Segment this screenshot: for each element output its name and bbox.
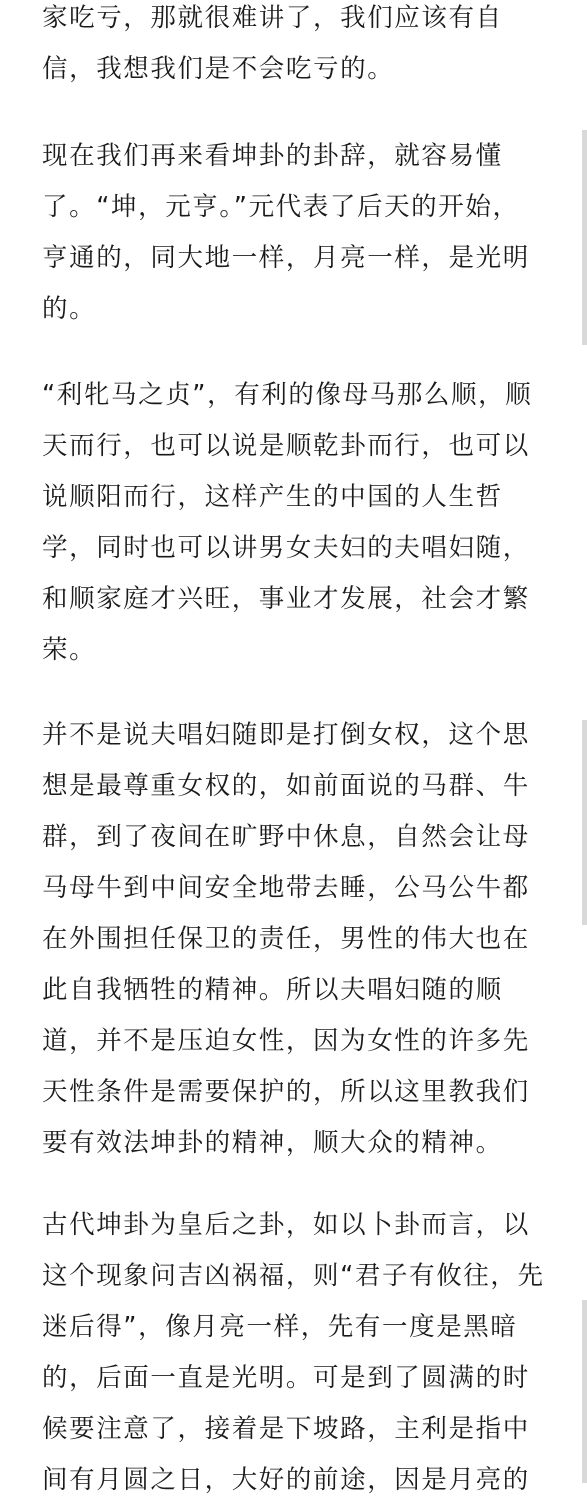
text-line: 了。“坤，元亨。”元代表了后天的开始，: [42, 192, 520, 222]
paragraph-5: [42, 1200, 545, 1506]
text-line: 荣。: [42, 635, 97, 665]
scroll-indicator: [582, 130, 587, 345]
scroll-indicator: [582, 1300, 587, 1483]
text-line: 信，我想我们是不会吃亏的。: [42, 54, 395, 84]
paragraph-1: [42, 0, 503, 95]
text-line: 并不是说夫唱妇随即是打倒女权，这个思: [42, 720, 530, 750]
text-line: 马母牛到中间安全地带去睡，公马公牛都: [42, 873, 530, 903]
text-line: 的，后面一直是光明。可是到了圆满的时: [42, 1363, 530, 1393]
text-line: 此自我牺牲的精神。所以夫唱妇随的顺: [42, 975, 503, 1005]
text-line: 这个现象问吉凶祸福，则“君子有攸往，先: [42, 1261, 545, 1291]
text-line: 学，同时也可以讲男女夫妇的夫唱妇随，: [42, 533, 530, 563]
paragraph-4: [42, 710, 530, 1169]
text-line: 想是最尊重女权的，如前面说的马群、牛: [42, 771, 530, 801]
text-line: 要有效法坤卦的精神，顺大众的精神。: [42, 1128, 503, 1158]
text-line: 亨通的，同大地一样，月亮一样，是光明: [42, 243, 530, 273]
text-line: 说顺阳而行，这样产生的中国的人生哲: [42, 482, 503, 512]
text-line: 天而行，也可以说是顺乾卦而行，也可以: [42, 431, 530, 461]
text-line: 候要注意了，接着是下坡路，主利是指中: [42, 1414, 530, 1444]
text-line: “利牝马之贞”，有利的像母马那么顺，顺: [42, 380, 533, 410]
paragraph-2: [42, 131, 530, 335]
text-line: 家吃亏，那就很难讲了，我们应该有自: [42, 3, 503, 33]
text-line: 现在我们再来看坤卦的卦辞，就容易懂: [42, 141, 503, 171]
text-line: 迷后得”，像月亮一样，先有一度是黑暗: [42, 1312, 518, 1342]
text-line: 和顺家庭才兴旺，事业才发展，社会才繁: [42, 584, 530, 614]
paragraph-3: [42, 370, 532, 676]
text-line: 天性条件是需要保护的，所以这里教我们: [42, 1077, 530, 1107]
text-line: 道，并不是压迫女性，因为女性的许多先: [42, 1026, 530, 1056]
text-line: 古代坤卦为皇后之卦，如以卜卦而言，以: [42, 1210, 530, 1240]
scroll-indicator: [582, 720, 587, 925]
text-line: 群，到了夜间在旷野中休息，自然会让母: [42, 822, 530, 852]
text-line: 间有月圆之日，大好的前途，因是月亮的: [42, 1465, 530, 1495]
text-line: 的。: [42, 294, 97, 324]
text-line: 在外围担任保卫的责任，男性的伟大也在: [42, 924, 530, 954]
